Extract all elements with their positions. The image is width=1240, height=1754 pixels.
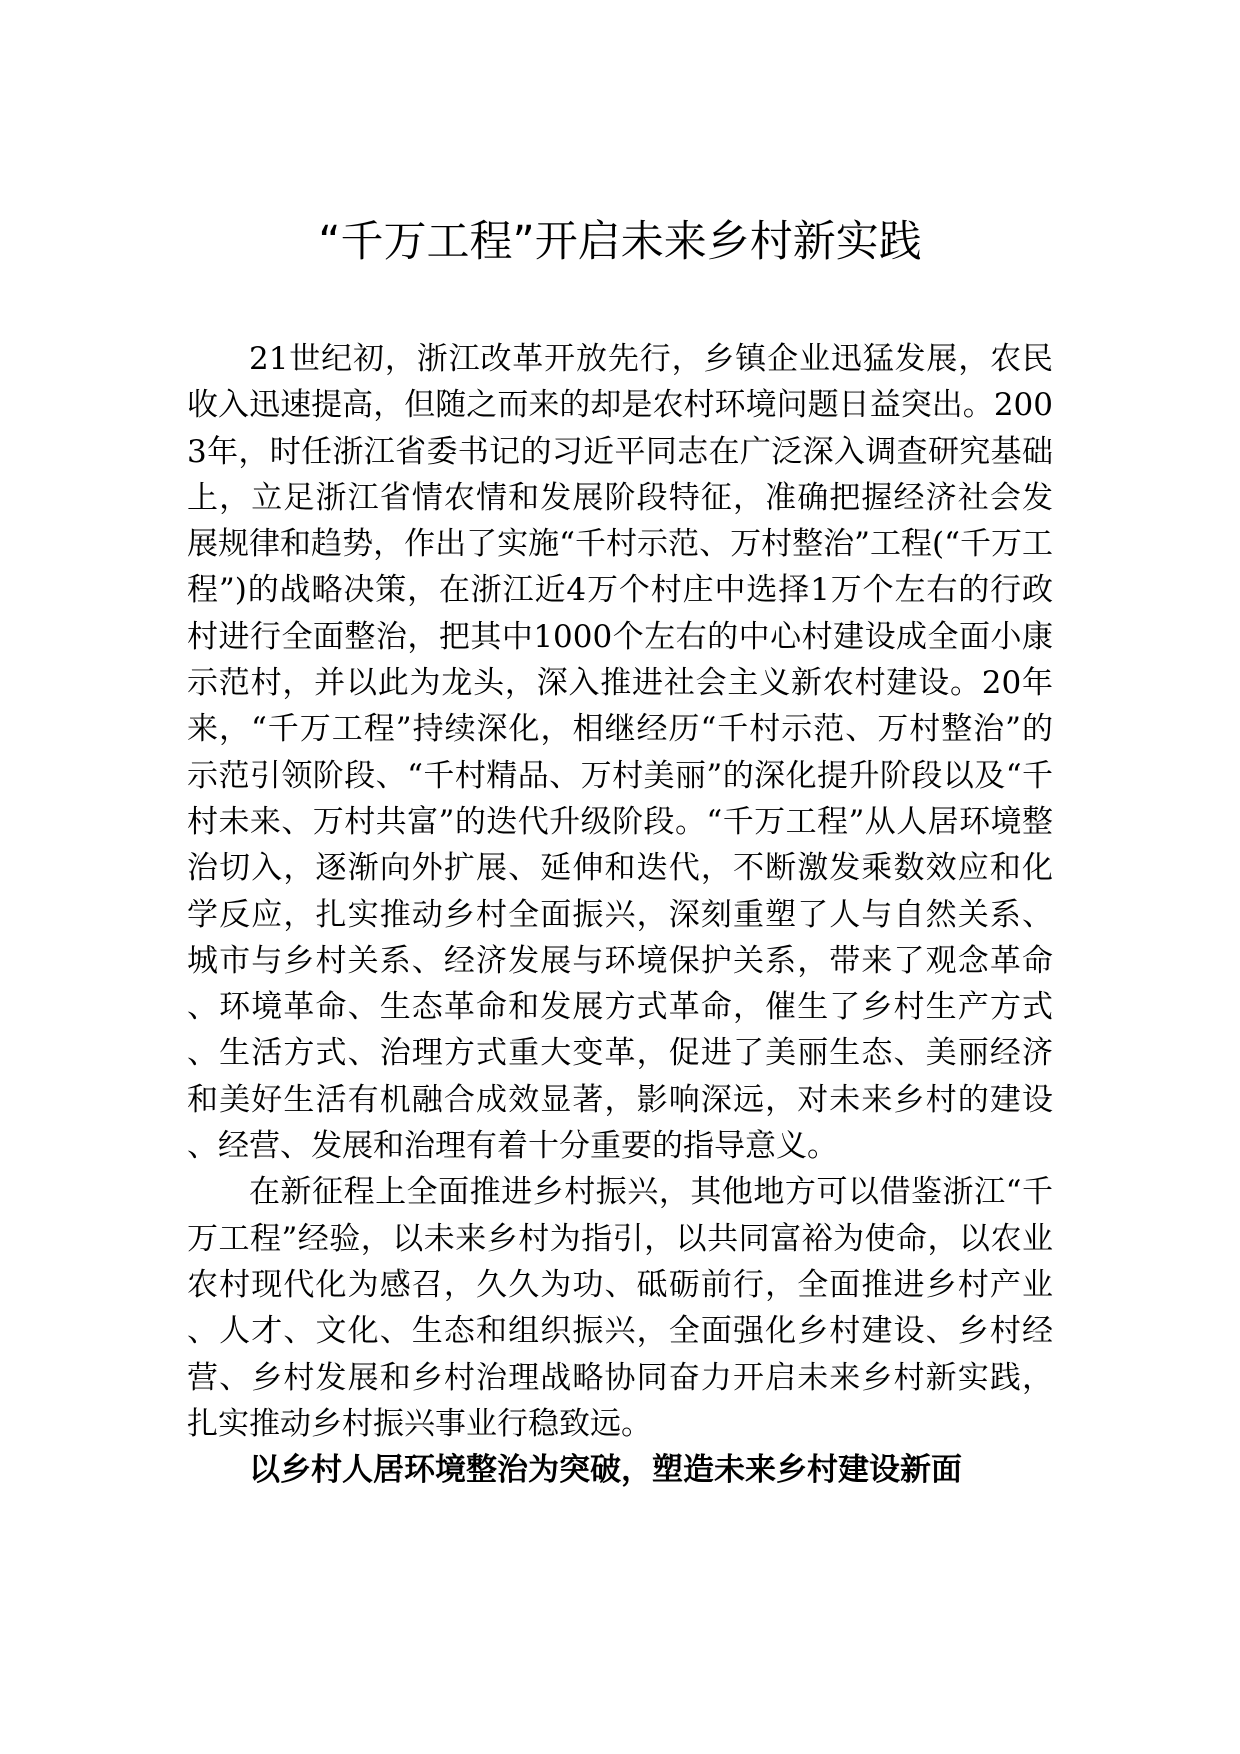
- document-body: [187, 336, 1053, 1493]
- body-paragraph-1: 21世纪初，浙江改革开放先行，乡镇企业迅猛发展，农民收入迅速提高，但随之而来的却是农村环境问题日益突出。2003年，时任浙江省委书记的习近平同志在广泛深入调查研究基础上，立足浙江省情农情和发展阶段特征，准确把握经济社会发展规律和趋势，作出了实施“千村示范、万村整治”工程(“千万工程”)的战略决策，在浙江近4万个村庄中选择1万个左右的行政村进行全面整治，把其中1000个左右的中心村建设成全面小康示范村，并以此为龙头，深入推进社会主义新农村建设。20年来，“千万工程”持续深化，相继经历“千村示范、万村整治”的示范引领阶段、“千村精品、万村美丽”的深化提升阶段以及“千村未来、万村共富”的迭代升级阶段。“千万工程”从人居环境整治切入，逐渐向外扩展、延伸和迭代，不断激发乘数效应和化学反应，扎实推动乡村全面振兴，深刻重塑了人与自然关系、城市与乡村关系、经济发展与环境保护关系，带来了观念革命、环境革命、生态革命和发展方式革命，催生了乡村生产方式、生活方式、治理方式重大变革，促进了美丽生态、美丽经济和美好生活有机融合成效显著，影响深远，对未来乡村的建设、经营、发展和治理有着十分重要的指导意义。: [187, 341, 1053, 1165]
- body-paragraph-2: 在新征程上全面推进乡村振兴，其他地方可以借鉴浙江“千万工程”经验，以未来乡村为指引，以共同富裕为使命，以农业农村现代化为感召，久久为功、砥砺前行，全面推进乡村产业、人才、文化、生态和组织振兴，全面强化乡村建设、乡村经营、乡村发展和乡村治理战略协同奋力开启未来乡村新实践，扎实推动乡村振兴事业行稳致远。: [187, 1174, 1053, 1442]
- document-title: “千万工程”开启未来乡村新实践: [318, 217, 922, 267]
- section-heading: 以乡村人居环境整治为突破，塑造未来乡村建设新面: [249, 1452, 962, 1489]
